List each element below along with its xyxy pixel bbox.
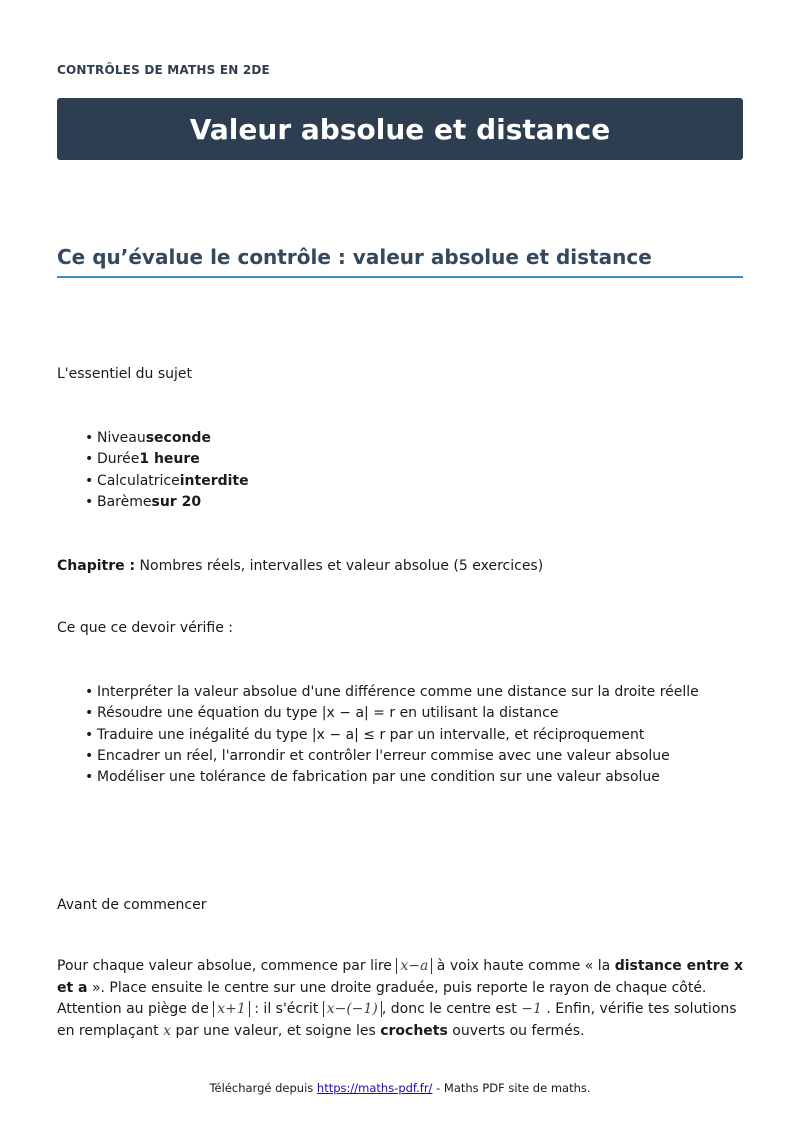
chapitre-text: Nombres réels, intervalles et valeur absolue (5 exercices) (135, 558, 544, 574)
math-expression: x−a (396, 958, 432, 974)
document-category: CONTRÔLES DE MATHS EN 2DE (57, 63, 270, 77)
verifie-heading: Ce que ce devoir vérifie : (57, 620, 234, 636)
chapitre-label: Chapitre : (57, 558, 136, 574)
math-expression: x (163, 1022, 171, 1039)
math-expression: −1 (521, 1001, 542, 1017)
page-footer: Téléchargé depuis https://maths-pdf.fr/ - Maths PDF site de maths. (209, 1081, 591, 1095)
list-item: • Calculatriceinterdite (97, 471, 249, 492)
essentiel-list (57, 428, 249, 513)
list-item: • Encadrer un réel, l'arrondir et contrôler l'erreur commise avec une valeur absolue (97, 746, 699, 767)
chapitre-line (57, 556, 543, 577)
verifie-list (57, 682, 699, 788)
math-expression: x+1 (213, 1001, 250, 1017)
avant-heading: Avant de commencer (57, 897, 207, 913)
list-item: • Durée1 heure (97, 449, 249, 470)
list-item: • Traduire une inégalité du type |x − a| ≤ r par un intervalle, et réciproquement (97, 725, 699, 746)
list-item: • Niveauseconde (97, 428, 249, 449)
section-title: Ce qu’évalue le contrôle : valeur absolue et distance (57, 245, 743, 278)
list-item: • Barèmesur 20 (97, 492, 249, 513)
list-item: • Interpréter la valeur absolue d'une différence comme une distance sur la droite réelle (97, 682, 699, 703)
list-item: • Modéliser une tolérance de fabrication par une condition sur une valeur absolue (97, 767, 699, 788)
avant-paragraph: Pour chaque valeur absolue, commence par lire x−a à voix haute comme « la distance entre x et a ». Place ensuite le centre sur une droite graduée, puis reporte le rayon de chaque côté. Attention au piège de x+1 : il s'écrit x−(−1) , donc le centre est −1 . Enfin, vérifie tes solutions en remplaçant x par une valeur, et soigne les crochets ouverts ou fermés. (57, 958, 744, 1039)
essentiel-heading: L'essentiel du sujet (57, 366, 193, 382)
list-item: • Résoudre une équation du type |x − a| = r en utilisant la distance (97, 703, 699, 724)
document-title: Valeur absolue et distance (189, 112, 611, 146)
math-expression: x−(−1) (323, 1001, 382, 1017)
source-link[interactable]: https://maths-pdf.fr/ (316, 1081, 433, 1095)
title-banner (57, 98, 743, 160)
